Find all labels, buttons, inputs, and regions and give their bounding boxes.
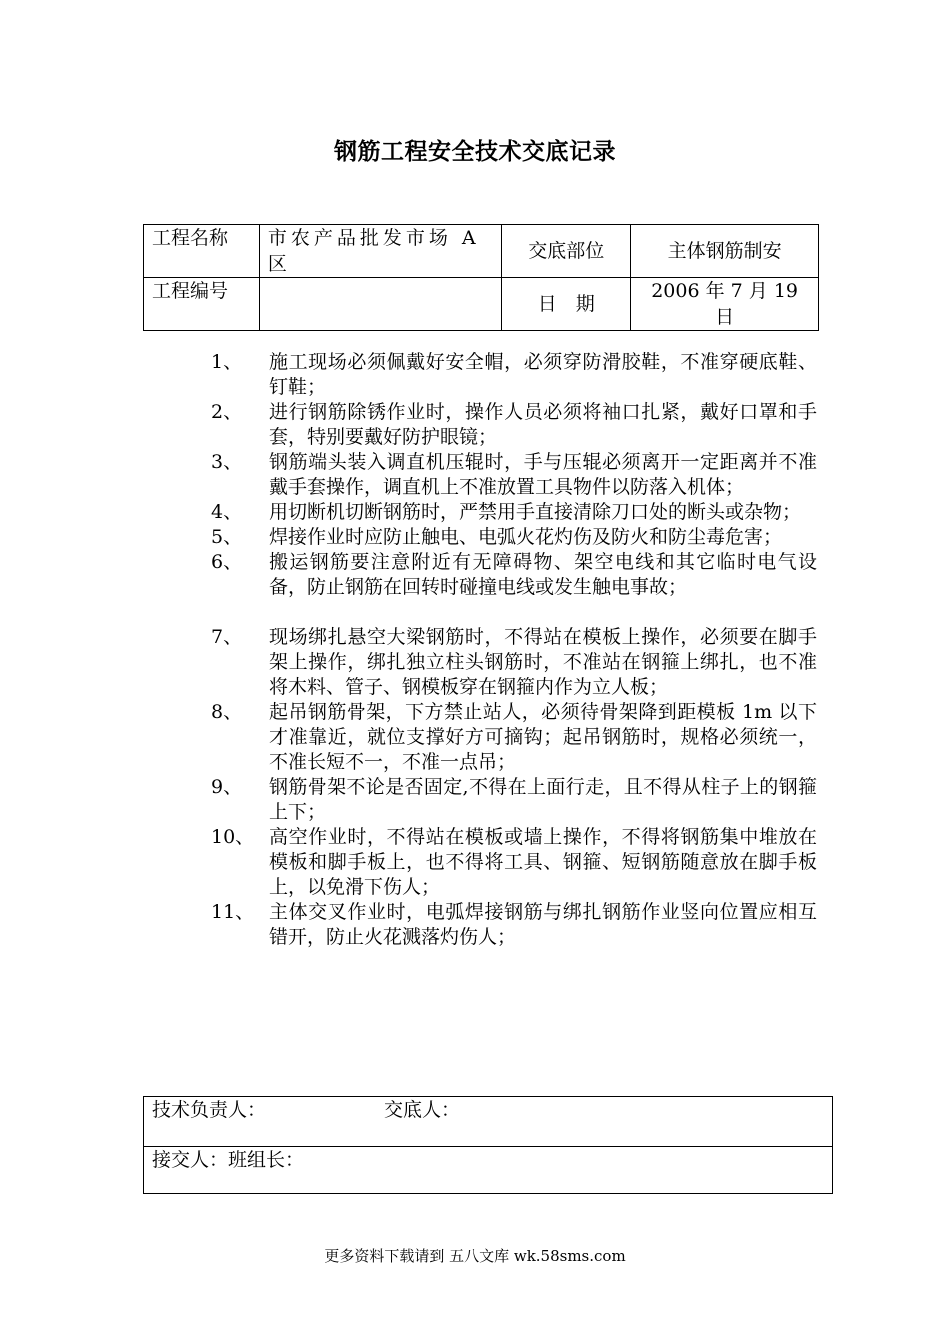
list-item (0, 775, 950, 825)
list-item (0, 350, 950, 400)
item-number: 1、 (211, 351, 243, 373)
item-text: 起吊钢筋骨架，下方禁止站人，必须待骨架降到距模板 1m 以下才准靠近，就位支撑好方可摘钩；起吊钢筋时，规格必须统一，不准长短不一，不准一点吊； (269, 701, 817, 773)
item-number: 7、 (211, 626, 243, 648)
signature-row-2 (144, 1147, 833, 1194)
project-info-row-1 (144, 225, 819, 278)
item-number: 5、 (211, 526, 243, 548)
item-number: 11、 (211, 901, 255, 923)
list-item (0, 450, 950, 500)
part-value: 主体钢筋制安 (631, 225, 819, 278)
item-number: 2、 (211, 401, 243, 423)
item-number: 3、 (211, 451, 243, 473)
safety-items-list (0, 350, 950, 950)
list-item (0, 500, 950, 525)
item-text: 进行钢筋除锈作业时，操作人员必须将袖口扎紧，戴好口罩和手套，特别要戴好防护眼镜； (269, 401, 817, 448)
tech-lead-label: 技术负责人： (152, 1099, 267, 1121)
list-item (0, 525, 950, 550)
footer-text: 更多资料下载请到 五八文库 wk.58sms.com (324, 1247, 626, 1265)
part-label: 交底部位 (502, 225, 631, 278)
item-text: 现场绑扎悬空大梁钢筋时，不得站在模板上操作，必须要在脚手架上操作，绑扎独立柱头钢筋时，不准站在钢箍上绑扎，也不准将木料、管子、钢模板穿在钢箍内作为立人板； (269, 626, 817, 698)
project-no-value (259, 278, 502, 331)
item-text: 高空作业时，不得站在模板或墙上操作，不得将钢筋集中堆放在模板和脚手板上，也不得将工具、钢箍、短钢筋随意放在脚手板上，以免滑下伤人； (269, 826, 817, 898)
list-item (0, 900, 950, 950)
project-name-label: 工程名称 (144, 225, 260, 278)
list-item (0, 825, 950, 900)
item-text: 焊接作业时应防止触电、电弧火花灼伤及防火和防尘毒危害； (269, 526, 783, 548)
signature-cell-1 (144, 1097, 833, 1147)
item-text: 搬运钢筋要注意附近有无障碍物、架空电线和其它临时电气设备，防止钢筋在回转时碰撞电线或发生触电事故； (269, 551, 817, 598)
list-item (0, 700, 950, 775)
item-number: 4、 (211, 501, 243, 523)
document-title: 钢筋工程安全技术交底记录 (334, 139, 616, 165)
signature-table (143, 1096, 833, 1194)
project-info-row-2 (144, 278, 819, 331)
project-no-label: 工程编号 (144, 278, 260, 331)
item-text: 钢筋骨架不论是否固定,不得在上面行走，且不得从柱子上的钢箍上下； (269, 776, 817, 823)
list-item (0, 400, 950, 450)
project-info-table (143, 224, 819, 331)
item-number: 10、 (211, 826, 255, 848)
list-item (0, 625, 950, 700)
item-text: 主体交叉作业时，电弧焊接钢筋与绑扎钢筋作业竖向位置应相互错开，防止火花溅落灼伤人； (269, 901, 817, 948)
item-text: 钢筋端头装入调直机压辊时，手与压辊必须离开一定距离并不准戴手套操作，调直机上不准放置工具物件以防落入机体； (269, 451, 817, 498)
item-number: 6、 (211, 551, 243, 573)
date-label: 日 期 (502, 278, 631, 331)
date-value: 2006 年 7 月 19 日 (631, 278, 819, 331)
item-text: 施工现场必须佩戴好安全帽，必须穿防滑胶鞋，不准穿硬底鞋、钉鞋； (269, 351, 817, 398)
receiver-label: 接交人：班组长： (144, 1147, 833, 1194)
item-number: 8、 (211, 701, 243, 723)
signature-row-1 (144, 1097, 833, 1147)
list-item (0, 550, 950, 600)
item-number: 9、 (211, 776, 243, 798)
project-name-value: 市农产品批发市场 A 区 (259, 225, 502, 278)
item-text: 用切断机切断钢筋时，严禁用手直接清除刀口处的断头或杂物； (269, 501, 802, 523)
discloser-label: 交底人： (384, 1099, 461, 1121)
